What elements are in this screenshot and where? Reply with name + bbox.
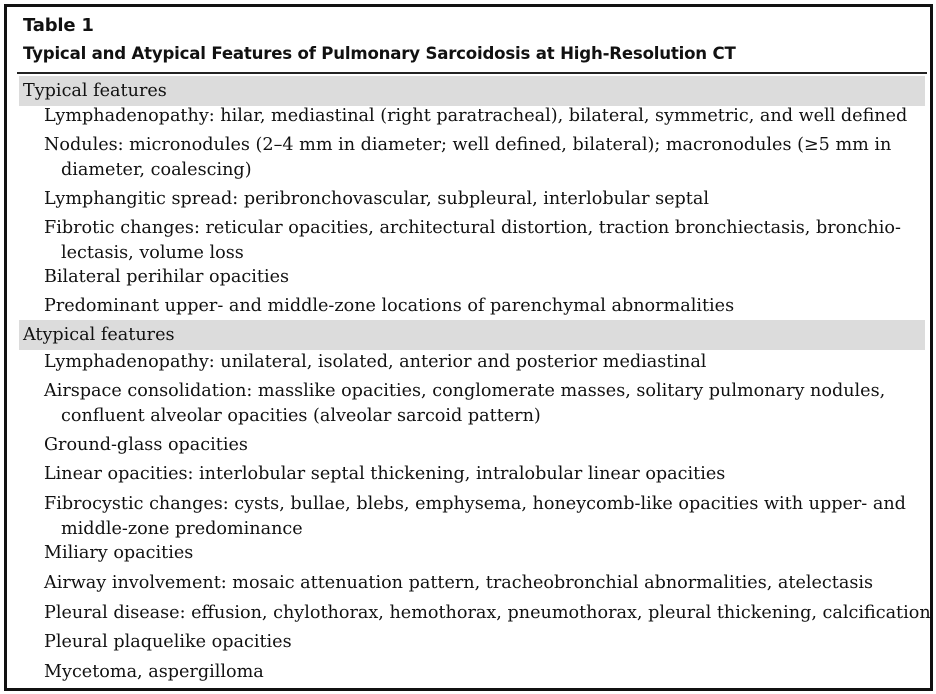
item-text: Mycetoma, aspergilloma [44,662,264,682]
atypical-item-airspace-consolidation [44,379,916,429]
typical-item-lymphadenopathy [44,104,916,129]
item-text: Pleural plaquelike opacities [44,632,292,652]
item-text-continued: middle-zone predominance [61,519,303,539]
item-text-continued: diameter, coalescing) [61,160,252,180]
item-text: Lymphangitic spread: peribronchovascular, subpleural, interlobular septal [44,189,709,209]
atypical-item-miliary-opacities [44,541,916,566]
item-text-continued: confluent alveolar opacities (alveolar sarcoid pattern) [61,406,541,426]
item-text: Predominant upper- and middle-zone locations of parenchymal abnormalities [44,296,735,316]
atypical-item-mycetoma [44,660,916,685]
section-header-atypical: Atypical features [19,320,925,350]
atypical-item-pleural-plaquelike [44,630,916,655]
table-frame [4,4,933,691]
atypical-item-lymphadenopathy [44,350,916,375]
item-text: Linear opacities: interlobular septal thickening, intralobular linear opacities [44,464,726,484]
table-number: Table 1 [23,15,94,36]
item-text: Airway involvement: mosaic attenuation pattern, tracheobronchial abnormalities, atelectasis [44,573,874,593]
item-text: Bilateral perihilar opacities [44,267,290,287]
atypical-item-pleural-disease [44,601,931,626]
item-text: Lymphadenopathy: hilar, mediastinal (right paratracheal), bilateral, symmetric, and well defined [44,106,908,126]
item-text: Fibrocystic changes: cysts, bullae, blebs, emphysema, honeycomb-like opacities with upper- and [44,494,906,514]
atypical-item-linear-opacities [44,462,916,487]
item-text: Lymphadenopathy: unilateral, isolated, anterior and posterior mediastinal [44,352,707,372]
typical-item-nodules [44,133,916,183]
item-text: Fibrotic changes: reticular opacities, architectural distortion, traction bronchiectasis, bronchio- [44,218,901,238]
item-text-continued: lectasis, volume loss [61,243,244,263]
item-text: Miliary opacities [44,543,194,563]
atypical-item-airway-involvement [44,571,916,596]
item-text: Airspace consolidation: masslike opacities, conglomerate masses, solitary pulmonary nodules, [44,381,886,401]
item-text: Ground-glass opacities [44,435,248,455]
typical-item-upper-middle-zone [44,294,916,319]
title-divider [17,72,927,74]
typical-item-lymphangitic-spread [44,187,916,212]
atypical-item-ground-glass [44,433,916,458]
section-header-typical: Typical features [19,76,925,106]
atypical-item-fibrocystic-changes [44,492,916,542]
item-text: Nodules: micronodules (2–4 mm in diameter; well defined, bilateral); macronodules (≥5 mm in [44,135,892,155]
item-text: Pleural disease: effusion, chylothorax, hemothorax, pneumothorax, pleural thickening, calcification [44,603,931,623]
typical-item-perihilar-opacities [44,265,916,290]
typical-item-fibrotic-changes [44,216,916,266]
table-title: Typical and Atypical Features of Pulmonary Sarcoidosis at High-Resolution CT [23,44,736,63]
